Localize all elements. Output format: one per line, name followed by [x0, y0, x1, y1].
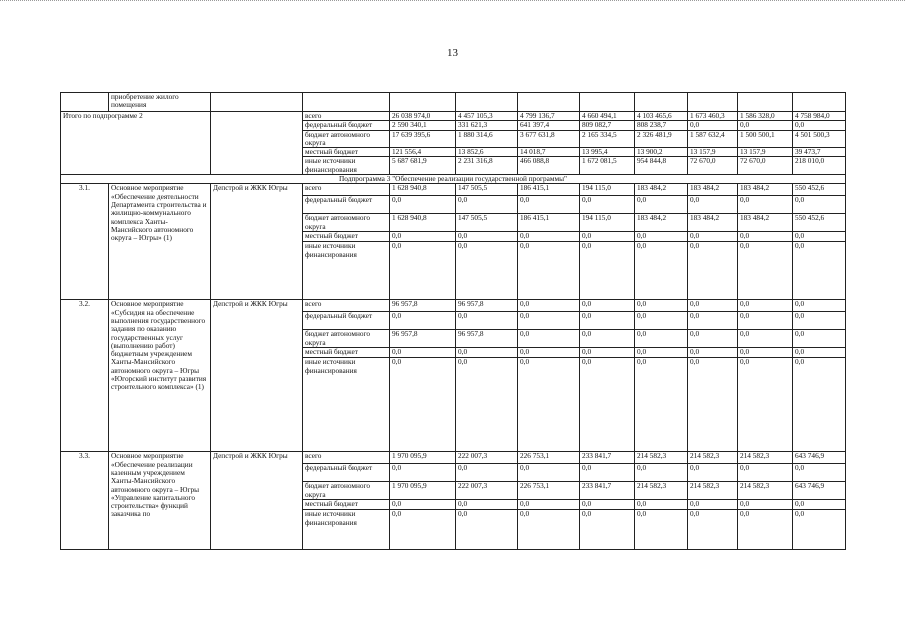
amount-cell: 0,0: [635, 242, 688, 300]
amount-cell: 0,0: [793, 232, 846, 242]
amount-cell: 0,0: [688, 464, 738, 482]
table-row: [61, 93, 846, 112]
amount-cell: 233 841,7: [580, 482, 635, 500]
amount-cell: 0,0: [688, 330, 738, 348]
measure-number: 3.1.: [61, 184, 109, 300]
amount-cell: 0,0: [793, 348, 846, 358]
amount-cell: 96 957,8: [456, 300, 518, 312]
amount-cell: 0,0: [688, 242, 738, 300]
finance-source: местный бюджет: [303, 232, 390, 242]
amount-cell: 183 484,2: [738, 214, 793, 232]
amount-cell: 0,0: [580, 500, 635, 510]
amount-cell: 13 157,9: [738, 148, 793, 157]
amount-cell: 214 582,3: [635, 452, 688, 464]
amount-cell: 0,0: [456, 358, 518, 452]
measure-number: 3.2.: [61, 300, 109, 452]
amount-cell: 0,0: [793, 464, 846, 482]
amount-cell: 0,0: [635, 330, 688, 348]
finance-source: местный бюджет: [303, 348, 390, 358]
finance-source: федеральный бюджет: [303, 464, 390, 482]
measure-executor: Депстрой и ЖКК Югры: [211, 300, 303, 452]
amount-cell: 0,0: [738, 121, 793, 130]
amount-cell: 0,0: [390, 358, 456, 452]
amount-cell: 0,0: [793, 500, 846, 510]
amount-cell: 183 484,2: [635, 184, 688, 196]
finance-source: всего: [303, 452, 390, 464]
amount-cell: 0,0: [518, 232, 580, 242]
empty-cell: [303, 93, 390, 112]
amount-cell: 2 590 340,1: [390, 121, 456, 130]
amount-cell: 643 746,9: [793, 482, 846, 500]
amount-cell: 0,0: [390, 500, 456, 510]
amount-cell: 0,0: [738, 464, 793, 482]
amount-cell: 0,0: [456, 464, 518, 482]
table-body: [61, 93, 846, 550]
measure-name: приобретение жилого помещения: [109, 93, 211, 112]
finance-source: бюджет автономного округа: [303, 482, 390, 500]
finance-source: всего: [303, 184, 390, 196]
finance-source: федеральный бюджет: [303, 196, 390, 214]
finance-source: местный бюджет: [303, 148, 390, 157]
table-row: [61, 112, 846, 121]
amount-cell: 214 582,3: [688, 452, 738, 464]
amount-cell: 214 582,3: [738, 482, 793, 500]
amount-cell: 72 670,0: [738, 157, 793, 175]
finance-source: иные источники финансирования: [303, 510, 390, 550]
measure-name: Основное мероприятие «Субсидия на обеспечение выполнения государственного задания по оказанию государственных услуг (выполнению работ) бюджетным учреждением Ханты-Мансийского автономного округа – Югры «Югорский институт развития строительного комплекса» (1): [109, 300, 211, 452]
amount-cell: 0,0: [518, 510, 580, 550]
amount-cell: 0,0: [635, 300, 688, 312]
amount-cell: 5 687 681,9: [390, 157, 456, 175]
amount-cell: 226 753,1: [518, 452, 580, 464]
amount-cell: 72 670,0: [688, 157, 738, 175]
amount-cell: 0,0: [456, 312, 518, 330]
amount-cell: 1 500 500,1: [738, 130, 793, 148]
amount-cell: 0,0: [390, 232, 456, 242]
measure-executor: Депстрой и ЖКК Югры: [211, 452, 303, 550]
amount-cell: 0,0: [518, 300, 580, 312]
amount-cell: 1 970 095,9: [390, 452, 456, 464]
amount-cell: 0,0: [580, 330, 635, 348]
amount-cell: 96 957,8: [390, 300, 456, 312]
amount-cell: 1 586 328,0: [738, 112, 793, 121]
amount-cell: 0,0: [688, 312, 738, 330]
amount-cell: 0,0: [738, 300, 793, 312]
empty-cell: [738, 93, 793, 112]
finance-source: всего: [303, 112, 390, 121]
amount-cell: 0,0: [456, 232, 518, 242]
amount-cell: 3 677 631,8: [518, 130, 580, 148]
amount-cell: 147 505,5: [456, 214, 518, 232]
amount-cell: 194 115,0: [580, 184, 635, 196]
executor-cell: [211, 112, 303, 175]
amount-cell: 0,0: [635, 500, 688, 510]
amount-cell: 0,0: [738, 242, 793, 300]
amount-cell: 183 484,2: [738, 184, 793, 196]
amount-cell: 96 957,8: [390, 330, 456, 348]
amount-cell: 1 673 460,3: [688, 112, 738, 121]
amount-cell: 0,0: [635, 510, 688, 550]
scan-edge: [0, 0, 905, 8]
amount-cell: 0,0: [390, 348, 456, 358]
amount-cell: 214 582,3: [738, 452, 793, 464]
amount-cell: 0,0: [793, 510, 846, 550]
amount-cell: 0,0: [518, 464, 580, 482]
finance-source: бюджет автономного округа: [303, 130, 390, 148]
amount-cell: 0,0: [793, 196, 846, 214]
empty-cell: [456, 93, 518, 112]
table-row: [61, 300, 846, 312]
amount-cell: 0,0: [635, 232, 688, 242]
amount-cell: 214 582,3: [688, 482, 738, 500]
amount-cell: 26 038 974,0: [390, 112, 456, 121]
amount-cell: 0,0: [738, 358, 793, 452]
amount-cell: 643 746,9: [793, 452, 846, 464]
amount-cell: 1 628 940,8: [390, 214, 456, 232]
amount-cell: 214 582,3: [635, 482, 688, 500]
amount-cell: 550 452,6: [793, 214, 846, 232]
amount-cell: 4 457 105,3: [456, 112, 518, 121]
amount-cell: 0,0: [738, 330, 793, 348]
amount-cell: 0,0: [518, 500, 580, 510]
amount-cell: 1 628 940,8: [390, 184, 456, 196]
amount-cell: 0,0: [738, 312, 793, 330]
amount-cell: 0,0: [688, 196, 738, 214]
finance-source: местный бюджет: [303, 500, 390, 510]
empty-cell: [793, 93, 846, 112]
amount-cell: 0,0: [390, 510, 456, 550]
amount-cell: 0,0: [688, 510, 738, 550]
amount-cell: 17 639 395,6: [390, 130, 456, 148]
amount-cell: 0,0: [390, 464, 456, 482]
amount-cell: 0,0: [580, 242, 635, 300]
amount-cell: 14 018,7: [518, 148, 580, 157]
finance-source: бюджет автономного округа: [303, 214, 390, 232]
amount-cell: 1 880 314,6: [456, 130, 518, 148]
amount-cell: 0,0: [793, 312, 846, 330]
amount-cell: 0,0: [456, 196, 518, 214]
amount-cell: 0,0: [738, 348, 793, 358]
amount-cell: 0,0: [456, 348, 518, 358]
number-cell: [61, 93, 109, 112]
amount-cell: 186 415,1: [518, 214, 580, 232]
amount-cell: 183 484,2: [635, 214, 688, 232]
measure-executor: Депстрой и ЖКК Югры: [211, 184, 303, 300]
amount-cell: 0,0: [456, 510, 518, 550]
amount-cell: 954 844,8: [635, 157, 688, 175]
amount-cell: 186 415,1: [518, 184, 580, 196]
amount-cell: 0,0: [738, 232, 793, 242]
page-number: 13: [447, 47, 458, 59]
amount-cell: 0,0: [518, 312, 580, 330]
amount-cell: 331 621,3: [456, 121, 518, 130]
table-row: [61, 175, 846, 184]
amount-cell: 2 165 334,5: [580, 130, 635, 148]
empty-cell: [580, 93, 635, 112]
empty-cell: [211, 93, 303, 112]
amount-cell: 233 841,7: [580, 452, 635, 464]
amount-cell: 0,0: [456, 500, 518, 510]
amount-cell: 0,0: [688, 358, 738, 452]
amount-cell: 121 556,4: [390, 148, 456, 157]
amount-cell: 13 852,6: [456, 148, 518, 157]
amount-cell: 0,0: [580, 300, 635, 312]
amount-cell: 13 157,9: [688, 148, 738, 157]
amount-cell: 96 957,8: [456, 330, 518, 348]
table-row: [61, 452, 846, 464]
amount-cell: 222 007,3: [456, 452, 518, 464]
amount-cell: 0,0: [793, 242, 846, 300]
amount-cell: 218 010,0: [793, 157, 846, 175]
financing-table: [60, 92, 846, 550]
amount-cell: 4 103 465,6: [635, 112, 688, 121]
amount-cell: 39 473,7: [793, 148, 846, 157]
measure-number: 3.3.: [61, 452, 109, 550]
amount-cell: 0,0: [793, 121, 846, 130]
amount-cell: 641 397,4: [518, 121, 580, 130]
finance-source: бюджет автономного округа: [303, 330, 390, 348]
empty-cell: [635, 93, 688, 112]
amount-cell: 0,0: [518, 242, 580, 300]
amount-cell: 0,0: [738, 500, 793, 510]
finance-source: федеральный бюджет: [303, 121, 390, 130]
amount-cell: 194 115,0: [580, 214, 635, 232]
amount-cell: 1 672 081,5: [580, 157, 635, 175]
amount-cell: 0,0: [635, 312, 688, 330]
finance-source: федеральный бюджет: [303, 312, 390, 330]
amount-cell: 0,0: [456, 242, 518, 300]
amount-cell: 0,0: [580, 348, 635, 358]
amount-cell: 0,0: [688, 300, 738, 312]
amount-cell: 0,0: [518, 348, 580, 358]
empty-cell: [688, 93, 738, 112]
amount-cell: 2 326 481,9: [635, 130, 688, 148]
measure-name: Основное мероприятие «Обеспечение реализации казенным учреждением Ханты-Мансийского автономного округа – Югры «Управление капитального строительства» функций заказчика по: [109, 452, 211, 550]
amount-cell: 0,0: [688, 348, 738, 358]
amount-cell: 183 484,2: [688, 214, 738, 232]
finance-source: иные источники финансирования: [303, 157, 390, 175]
amount-cell: 0,0: [580, 510, 635, 550]
amount-cell: 550 452,6: [793, 184, 846, 196]
finance-source: всего: [303, 300, 390, 312]
amount-cell: 809 082,7: [580, 121, 635, 130]
amount-cell: 183 484,2: [688, 184, 738, 196]
amount-cell: 0,0: [688, 121, 738, 130]
amount-cell: 0,0: [390, 312, 456, 330]
amount-cell: 0,0: [635, 358, 688, 452]
amount-cell: 4 799 136,7: [518, 112, 580, 121]
amount-cell: 1 587 632,4: [688, 130, 738, 148]
amount-cell: 1 970 095,9: [390, 482, 456, 500]
amount-cell: 0,0: [580, 312, 635, 330]
amount-cell: 0,0: [518, 358, 580, 452]
finance-source: иные источники финансирования: [303, 358, 390, 452]
amount-cell: 808 238,7: [635, 121, 688, 130]
amount-cell: 0,0: [635, 464, 688, 482]
amount-cell: 466 088,8: [518, 157, 580, 175]
table-row: [61, 184, 846, 196]
amount-cell: 0,0: [580, 464, 635, 482]
amount-cell: 4 501 500,3: [793, 130, 846, 148]
amount-cell: 0,0: [793, 358, 846, 452]
amount-cell: 13 900,2: [635, 148, 688, 157]
amount-cell: 13 995,4: [580, 148, 635, 157]
amount-cell: 4 660 494,1: [580, 112, 635, 121]
amount-cell: 0,0: [580, 232, 635, 242]
amount-cell: 147 505,5: [456, 184, 518, 196]
amount-cell: 0,0: [793, 330, 846, 348]
amount-cell: 0,0: [580, 196, 635, 214]
amount-cell: 226 753,1: [518, 482, 580, 500]
amount-cell: 222 007,3: [456, 482, 518, 500]
amount-cell: 0,0: [635, 196, 688, 214]
subprogram-title: Подпрограмма 3 "Обеспечение реализации государственной программы": [61, 175, 846, 184]
amount-cell: 0,0: [738, 196, 793, 214]
amount-cell: 4 758 984,0: [793, 112, 846, 121]
empty-cell: [518, 93, 580, 112]
measure-name: Основное мероприятие «Обеспечение деятельности Департамента строительства и жилищно-коммунального комплекса Ханты-Мансийского автономного округа – Югры» (1): [109, 184, 211, 300]
empty-cell: [390, 93, 456, 112]
amount-cell: 0,0: [580, 358, 635, 452]
amount-cell: 0,0: [518, 196, 580, 214]
summary-label: Итого по подпрограмме 2: [61, 112, 211, 175]
finance-source: иные источники финансирования: [303, 242, 390, 300]
amount-cell: 0,0: [390, 242, 456, 300]
amount-cell: 2 231 316,8: [456, 157, 518, 175]
amount-cell: 0,0: [518, 330, 580, 348]
amount-cell: 0,0: [688, 500, 738, 510]
amount-cell: 0,0: [688, 232, 738, 242]
amount-cell: 0,0: [635, 348, 688, 358]
amount-cell: 0,0: [738, 510, 793, 550]
amount-cell: 0,0: [793, 300, 846, 312]
amount-cell: 0,0: [390, 196, 456, 214]
